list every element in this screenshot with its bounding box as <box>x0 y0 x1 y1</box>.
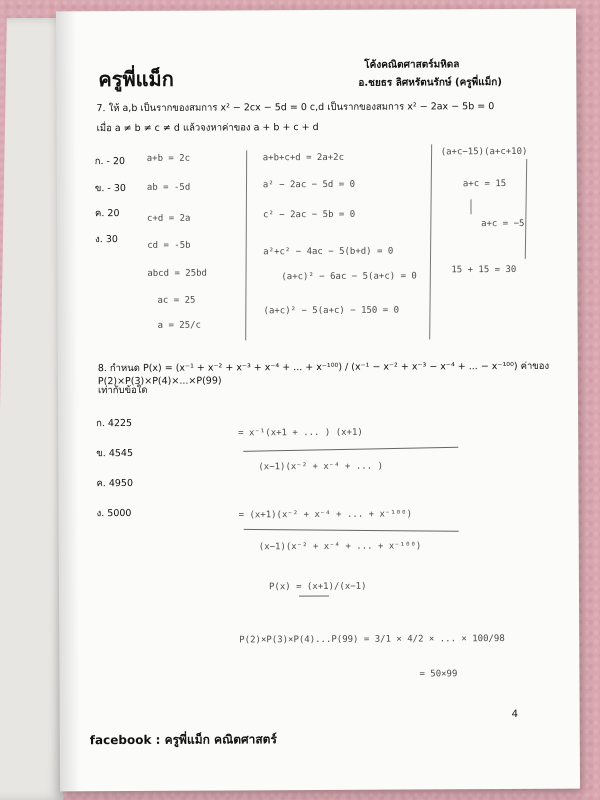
q8-choice-b: ข. 4545 <box>96 447 134 460</box>
handwriting-line: ac = 25 <box>157 295 196 306</box>
course-title: โค้งคณิตศาสตร์มหิดล <box>364 59 460 71</box>
handwriting-line: a² − 2ac − 5d = 0 <box>262 179 356 191</box>
handwriting-line: a = 25/c <box>157 320 201 331</box>
handwriting-line: (x−1)(x⁻² + x⁻⁴ + ... + x⁻¹⁰⁰) <box>258 541 422 553</box>
question-7-condition: เมื่อ a ≠ b ≠ c ≠ d แล้วจงหาค่าของ a + b + c + d <box>96 121 319 135</box>
handwriting-line: (x−1)(x⁻² + x⁻⁴ + ... ) <box>258 461 384 473</box>
handwriting-line: P(2)×P(3)×P(4)...P(99) = 3/1 × 4/2 × ... × 100/98 <box>239 634 505 646</box>
handwriting-line: P(x) = (x+1)/(x−1) <box>268 581 367 593</box>
handwriting-strokes <box>56 9 580 792</box>
handwriting-line: = (x+1)(x⁻² + x⁻⁴ + ... + x⁻¹⁰⁰) <box>238 509 413 521</box>
handwriting-line: = x⁻¹(x+1 + ... ) (x+1) <box>238 427 363 439</box>
handwriting-line: (a+c)² − 5(a+c) − 150 = 0 <box>263 305 400 317</box>
handwriting-line: c+d = 2a <box>147 213 191 224</box>
brand-title: ครูพี่แม็ก <box>98 66 174 92</box>
handwriting-line: (a+c)² − 6ac − 5(a+c) = 0 <box>281 271 417 283</box>
handwriting-line: a+c = −5 <box>481 218 525 230</box>
question-7-statement: 7. ให้ a,b เป็นรากของสมการ x² − 2cx − 5d = 0 c,d เป็นรากของสมการ x² − 2ax − 5b = 0 <box>96 101 495 115</box>
teacher-name: อ.ชยธร ลิศหรัตนรักษ์ (ครูพี่แม็ก) <box>358 77 502 89</box>
q8-choice-c: ค. 4950 <box>96 477 134 490</box>
page-number: 4 <box>511 708 519 720</box>
q7-choice-b: ข. - 30 <box>94 183 126 195</box>
handwriting-line: a+b+c+d = 2a+2c <box>262 152 345 164</box>
handwriting-line: abcd = 25bd <box>147 268 207 279</box>
q7-choice-c: ค. 20 <box>94 208 120 220</box>
handwriting-line: c² − 2ac − 5b = 0 <box>263 209 356 221</box>
handwriting-line: a+c = 15 <box>462 179 507 190</box>
handwriting-line: 15 + 15 = 30 <box>451 264 517 276</box>
handwriting-line: cd = -5b <box>147 240 191 251</box>
footer-facebook: facebook : ครูพี่แม็ก คณิตศาสตร์ <box>89 732 277 748</box>
handwriting-line: ab = -5d <box>146 182 191 193</box>
q8-choice-d: ง. 5000 <box>96 507 132 520</box>
question-8-statement: 8. กำหนด P(x) = (x⁻¹ + x⁻² + x⁻³ + x⁻⁴ + ... + x⁻¹⁰⁰) / (x⁻¹ − x⁻² + x⁻³ − x⁻⁴ + ... − x⁻¹⁰⁰) ค่าของ P(2)×P(3)×P(4)×...×P(99) <box>97 360 550 388</box>
handwriting-line: a+b = 2c <box>146 153 191 164</box>
question-8-ask: เท่ากับข้อใด <box>97 384 148 397</box>
handwriting-line: (a+c−15)(a+c+10) <box>440 146 528 158</box>
q7-choice-d: ง. 30 <box>95 234 118 246</box>
q8-choice-a: ก. 4225 <box>96 417 133 430</box>
handwriting-line: = 50×99 <box>419 669 458 680</box>
q7-choice-a: ก. - 20 <box>94 156 126 168</box>
worksheet-page <box>56 9 580 792</box>
handwriting-line: a²+c² − 4ac − 5(b+d) = 0 <box>263 246 394 258</box>
